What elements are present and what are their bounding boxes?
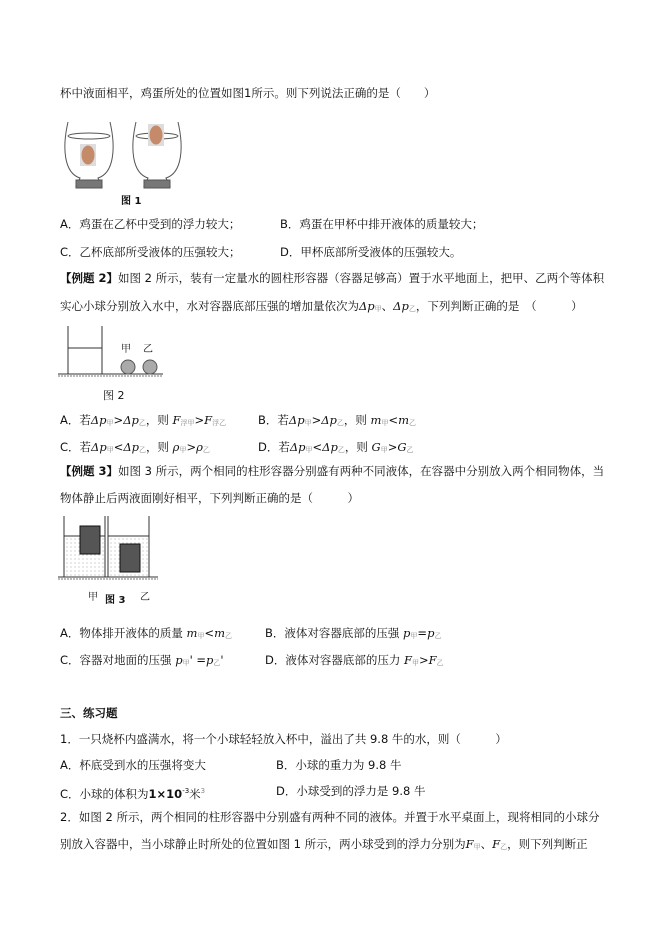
- ex2-tag: 【例题 2】: [60, 271, 119, 285]
- ex2-line2: 实心小球分别放入水中，水对容器底部压强的增加量依次为$\Delta p_甲$、$\Delta p_乙$，下列判断正确的是 （ ）: [60, 299, 583, 313]
- q1-stem: 1．一只烧杯内盛满水，将一个小球轻轻放入杯中，溢出了共 9.8 牛的水，则（ ）: [60, 732, 507, 746]
- q2-line2: 别放入容器中，当小球静止时所处的位置如图 1 所示，两小球受到的浮力分别为$F_甲$、$F_乙$，则下列判断正: [60, 837, 588, 851]
- ex2-option-d: D．若$\Delta p_甲<\Delta p_乙$，则 $G_甲>G_乙$: [258, 440, 414, 454]
- egg-jia-icon: [82, 146, 95, 165]
- ex2-option-a: A．若$\Delta p_甲>\Delta p_乙$，则 $F_{浮甲}>F_{浮乙}$: [60, 413, 227, 427]
- ex3-option-a: A．物体排开液体的质量 $m_甲<m_乙$: [60, 626, 232, 640]
- egg-yi-icon: [150, 126, 163, 145]
- ex3-line2: 物体静止后两液面刚好相平，下列判断正确的是（ ）: [60, 491, 359, 505]
- figure-3-containers: [58, 514, 168, 586]
- ball-jia-icon: [121, 360, 135, 374]
- fig2-label-jia: 甲: [121, 344, 131, 355]
- ex2-line1: [60, 270, 604, 286]
- ball-yi-icon: [143, 360, 157, 374]
- ex2-text: 如图 2 所示，装有一定量水的圆柱形容器（容器足够高）置于水平地面上，把甲、乙两个等体积: [118, 271, 605, 285]
- ex3-option-b: B．液体对容器底部的压强 $p_甲=p_乙$: [265, 626, 442, 640]
- object-yi: [120, 544, 140, 572]
- figure-3-caption: 图 3: [105, 595, 126, 606]
- ex2-option-b: B．若$\Delta p_甲>\Delta p_乙$，则 $m_甲<m_乙$: [258, 413, 416, 427]
- fig3-label-jia: 甲: [88, 592, 98, 603]
- question-intro-tail: 杯中液面相平，鸡蛋所处的位置如图1所示。则下列说法正确的是（ ）: [60, 86, 436, 100]
- q1-option-c: C．小球的体积为$1\times 10^{-3}$米$^3$: [60, 786, 206, 801]
- ex3-line1: 【例题 3】如图 3 所示，两个相同的柱形容器分别盛有两种不同液体，在容器中分别放入两个相同物体，当: [60, 464, 605, 478]
- figure-2-caption: 图 2: [103, 389, 125, 402]
- fig2-label-yi: 乙: [143, 344, 153, 355]
- ex1-option-c: C．乙杯底部所受液体的压强较大；: [60, 245, 241, 259]
- section-title: 三、练习题: [60, 706, 118, 720]
- ex2-option-c: C．若$\Delta p_甲<\Delta p_乙$，则 $\rho_甲>\rho_乙$: [60, 440, 210, 454]
- ex2-text: 实心小球分别放入水中，水对容器底部压强的增加量依次为: [60, 299, 359, 313]
- ex3-option-d: D．液体对容器底部的压力 $F_甲>F_乙$: [265, 653, 444, 667]
- ex3-tag: 【例题 3】: [60, 464, 119, 478]
- q1-option-d: D．小球受到的浮力是 9.8 牛: [276, 784, 426, 798]
- q1-option-b: B．小球的重力为 9.8 牛: [276, 758, 402, 772]
- ex3-option-c: C．容器对地面的压强 $p_甲' =p_乙'$: [60, 653, 224, 667]
- ex1-option-a: A．鸡蛋在乙杯中受到的浮力较大；: [60, 217, 241, 231]
- figure-1-glasses: [62, 118, 202, 198]
- ex1-option-d: D．甲杯底部所受液体的压强较大。: [280, 245, 462, 259]
- object-jia: [80, 526, 100, 554]
- q2-line1: 2．如图 2 所示，两个相同的柱形容器中分别盛有两种不同的液体。并置于水平桌面上，现将相同的小球分: [60, 810, 600, 824]
- q1-option-a: A．杯底受到水的压强将变大: [60, 758, 206, 772]
- ex1-option-b: B．鸡蛋在甲杯中排开液体的质量较大；: [280, 217, 484, 231]
- figure-1-caption: 图 1: [121, 196, 142, 207]
- fig3-label-yi: 乙: [140, 592, 150, 603]
